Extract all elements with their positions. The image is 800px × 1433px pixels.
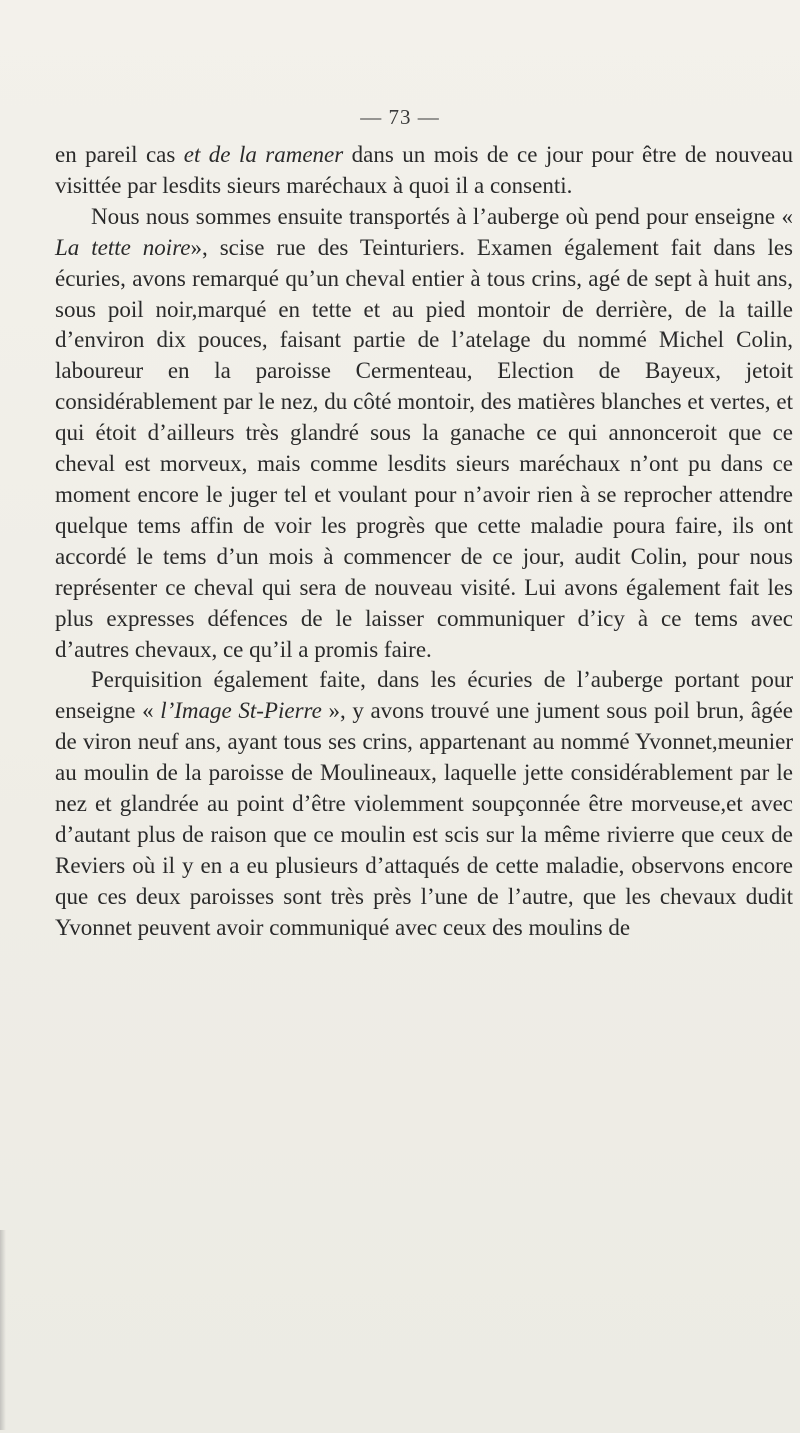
paragraph-3 [55,665,793,943]
italic-segment: La tette noire [55,234,191,260]
page-number: — 73 — [360,105,440,129]
text-segment: en pareil cas [55,142,184,167]
text-segment: Perquisition également faite, dans les écuries de l’auberge portant pour enseigne « [55,667,793,724]
text-segment: », scise rue des Teinturiers. Examen également fait dans les écuries, avons remarqué qu’un cheval entier à tous crins, agé de sept à huit ans, sous poil noir,marqué en tette et au pied montoir de derrière, de la taille d’environ dix pouces, faisant partie de l’atelage du nommé Michel Colin, laboureur en la paroisse Cermenteau, Election de Bayeux, jetoit considérablement par le nez, du côté montoir, des matières blanches et vertes, et qui étoit d’ailleurs très glandré sous la ganache ce qui annonceroit que ce cheval est morveux, mais comme lesdits sieurs maréchaux n’ont pu dans ce moment encore le juger tel et voulant pour n’avoir rien à se reprocher attendre quelque tems affin de voir les progrès que cette maladie poura faire, ils ont accordé le tems d’un mois à commencer de ce jour, audit Colin, pour nous représenter ce cheval qui sera de nouveau visité. Lui avons également fait les plus expresses défences de le laisser communiquer d’icy à ce tems avec d’autres chevaux, ce qu’il a promis faire. [55,234,793,662]
italic-segment: et de la ramener [183,142,344,167]
paragraph-2 [55,202,793,666]
page-edge-shadow [0,1230,6,1430]
text-segment: », y avons trouvé une jument sous poil brun, âgée de viron neuf ans, ayant tous ses crins, appartenant au nommé Yvonnet,meunier au moulin de la paroisse de Moulineaux, laquelle jette considérablement par le nez et glandrée au point d’être violemment soupçonnée être morveuse,et avec d’autant plus de raison que ce moulin est scis sur la même rivierre que ceux de Reviers où il y en a eu plusieurs d’attaqués de cette maladie, observons encore que ces deux paroisses sont très près l’une de l’autre, que les chevaux dudit Yvonnet peuvent avoir communiqué avec ceux des moulins de [55,698,794,940]
text-segment: dans un mois de ce jour pour être de nouveau visittée par lesdits sieurs maréchaux à quoi il a consenti. [55,142,793,198]
paragraph-1 [55,140,793,202]
body-text [55,140,793,944]
italic-segment: l’Image St-Pierre [160,698,322,724]
text-segment: Nous nous sommes ensuite transportés à l’auberge où pend pour enseigne « [91,203,793,229]
